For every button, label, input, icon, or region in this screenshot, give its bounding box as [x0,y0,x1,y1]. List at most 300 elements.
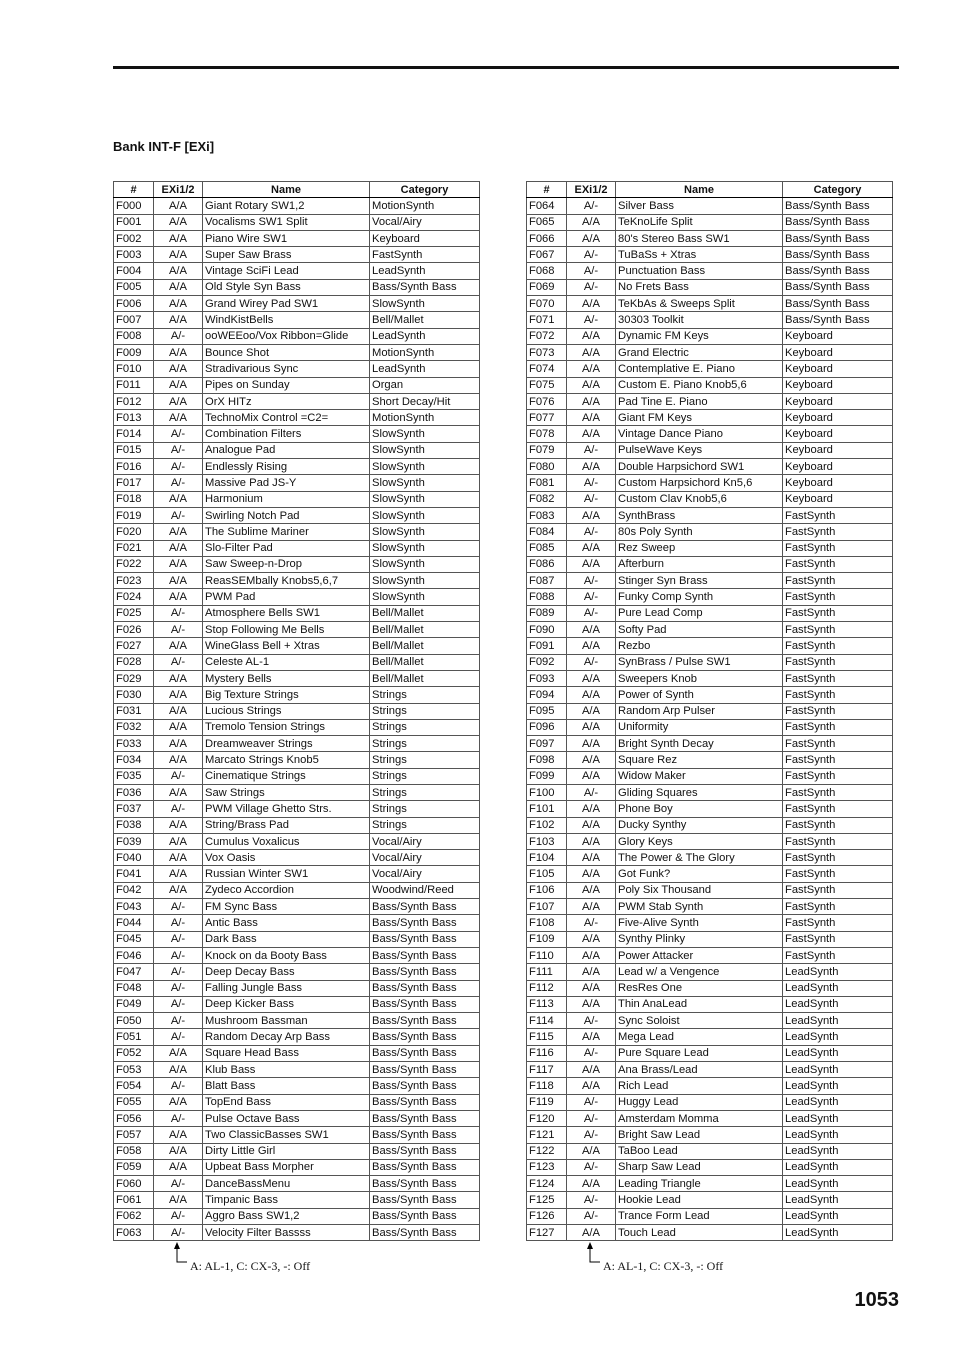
cell-category: FastSynth [783,752,893,768]
cell-exi-setting: A/A [154,1094,203,1110]
cell-exi-setting: A/A [154,850,203,866]
table-row [527,296,893,312]
cell-program-name: Square Head Bass [203,1045,370,1061]
cell-program-number: F061 [114,1192,154,1208]
cell-program-number: F010 [114,361,154,377]
table-row [527,442,893,458]
cell-program-name: Leading Triangle [616,1176,783,1192]
table-row [114,312,480,328]
cell-exi-setting: A/- [154,605,203,621]
cell-category: FastSynth [783,784,893,800]
cell-category: Bass/Synth Bass [370,1013,480,1029]
cell-exi-setting: A/- [154,426,203,442]
cell-category: SlowSynth [370,459,480,475]
table-row [114,687,480,703]
table-row [114,1078,480,1094]
cell-exi-setting: A/A [154,1045,203,1061]
cell-category: FastSynth [783,654,893,670]
cell-category: Bass/Synth Bass [370,996,480,1012]
cell-exi-setting: A/A [154,752,203,768]
cell-category: LeadSynth [783,964,893,980]
cell-category: Keyboard [783,459,893,475]
cell-exi-setting: A/- [567,915,616,931]
cell-program-number: F011 [114,377,154,393]
cell-category: FastSynth [783,882,893,898]
cell-program-name: Mystery Bells [203,670,370,686]
cell-exi-setting: A/- [567,573,616,589]
cell-program-name: Widow Maker [616,768,783,784]
cell-program-name: Gliding Squares [616,784,783,800]
table-row [114,1110,480,1126]
cell-program-name: Sync Soloist [616,1013,783,1029]
cell-program-number: F062 [114,1208,154,1224]
cell-exi-setting: A/A [154,524,203,540]
cell-category: Bass/Synth Bass [783,214,893,230]
cell-exi-setting: A/- [567,263,616,279]
cell-program-number: F058 [114,1143,154,1159]
table-row [527,214,893,230]
cell-category: FastSynth [783,866,893,882]
table-row [114,915,480,931]
table-row [114,1029,480,1045]
table-row [527,1192,893,1208]
cell-program-number: F060 [114,1176,154,1192]
program-table-left [113,181,480,1241]
table-row [114,947,480,963]
cell-program-name: Ducky Synthy [616,817,783,833]
program-table-right [526,181,893,1241]
table-row [114,719,480,735]
cell-program-number: F120 [527,1110,567,1126]
cell-exi-setting: A/A [567,622,616,638]
cell-category: LeadSynth [783,1208,893,1224]
cell-category: LeadSynth [783,1159,893,1175]
table-row [114,1176,480,1192]
cell-program-name: Giant Rotary SW1,2 [203,198,370,214]
cell-program-number: F032 [114,719,154,735]
cell-program-number: F053 [114,1062,154,1078]
cell-program-number: F057 [114,1127,154,1143]
cell-category: Strings [370,801,480,817]
cell-exi-setting: A/- [567,1094,616,1110]
table-row [114,410,480,426]
table-row [114,1045,480,1061]
arrow-up-icon [587,1242,601,1264]
cell-category: Organ [370,377,480,393]
cell-exi-setting: A/- [154,931,203,947]
cell-program-number: F098 [527,752,567,768]
cell-category: LeadSynth [783,1045,893,1061]
cell-category: Vocal/Airy [370,850,480,866]
cell-program-number: F008 [114,328,154,344]
cell-program-number: F099 [527,768,567,784]
table-row [527,931,893,947]
cell-program-name: Russian Winter SW1 [203,866,370,882]
cell-program-number: F017 [114,475,154,491]
cell-program-number: F015 [114,442,154,458]
cell-program-name: Tremolo Tension Strings [203,719,370,735]
table-header-row [114,182,480,198]
cell-exi-setting: A/- [567,1013,616,1029]
cell-exi-setting: A/- [154,980,203,996]
table-row [114,801,480,817]
cell-program-name: Hookie Lead [616,1192,783,1208]
cell-program-name: Got Funk? [616,866,783,882]
cell-category: Strings [370,736,480,752]
cell-program-number: F127 [527,1225,567,1241]
table-header-row [527,182,893,198]
cell-category: FastSynth [783,801,893,817]
table-row [527,312,893,328]
cell-program-number: F124 [527,1176,567,1192]
cell-category: Vocal/Airy [370,866,480,882]
cell-category: Bass/Synth Bass [783,296,893,312]
cell-program-number: F109 [527,931,567,947]
cell-exi-setting: A/A [567,899,616,915]
cell-exi-setting: A/- [567,1110,616,1126]
cell-program-number: F064 [527,198,567,214]
cell-exi-setting: A/A [567,459,616,475]
cell-program-name: Blatt Bass [203,1078,370,1094]
cell-exi-setting: A/- [567,312,616,328]
cell-program-number: F102 [527,817,567,833]
cell-category: FastSynth [783,573,893,589]
cell-program-number: F029 [114,670,154,686]
cell-program-name: Uniformity [616,719,783,735]
cell-program-name: Cinematique Strings [203,768,370,784]
cell-program-number: F110 [527,947,567,963]
table-row [114,524,480,540]
cell-category: LeadSynth [370,328,480,344]
table-row [114,198,480,214]
cell-program-name: Amsterdam Momma [616,1110,783,1126]
cell-category: LeadSynth [783,1062,893,1078]
cell-program-name: Deep Decay Bass [203,964,370,980]
cell-program-name: Silver Bass [616,198,783,214]
table-row [114,556,480,572]
cell-exi-setting: A/A [567,736,616,752]
cell-program-number: F052 [114,1045,154,1061]
cell-program-name: PWM Village Ghetto Strs. [203,801,370,817]
table-row [114,882,480,898]
cell-program-number: F118 [527,1078,567,1094]
cell-program-name: Analogue Pad [203,442,370,458]
table-row [114,1225,480,1241]
cell-exi-setting: A/A [567,296,616,312]
cell-exi-setting: A/A [154,719,203,735]
cell-category: Keyboard [783,361,893,377]
cell-program-number: F068 [527,263,567,279]
cell-program-number: F054 [114,1078,154,1094]
cell-exi-setting: A/A [154,736,203,752]
cell-program-name: Endlessly Rising [203,459,370,475]
cell-program-number: F059 [114,1159,154,1175]
top-rule [113,66,899,69]
table-row [527,1110,893,1126]
col-header-num: # [114,182,154,198]
col-header-exi: EXi1/2 [154,182,203,198]
cell-program-number: F014 [114,426,154,442]
cell-category: Bell/Mallet [370,670,480,686]
cell-program-number: F044 [114,915,154,931]
cell-category: Bass/Synth Bass [370,1159,480,1175]
cell-program-name: Poly Six Thousand [616,882,783,898]
cell-category: FastSynth [783,687,893,703]
cell-exi-setting: A/A [567,377,616,393]
table-row [114,654,480,670]
cell-program-name: Stinger Syn Brass [616,573,783,589]
cell-exi-setting: A/A [567,556,616,572]
cell-exi-setting: A/A [567,719,616,735]
cell-program-number: F092 [527,654,567,670]
cell-category: Keyboard [783,344,893,360]
cell-program-name: TeKnoLife Split [616,214,783,230]
cell-category: SlowSynth [370,442,480,458]
cell-program-name: WindKistBells [203,312,370,328]
cell-exi-setting: A/- [154,768,203,784]
cell-category: Strings [370,719,480,735]
cell-category: LeadSynth [370,263,480,279]
table-row [527,247,893,263]
cell-category: SlowSynth [370,296,480,312]
cell-category: FastSynth [783,833,893,849]
cell-exi-setting: A/- [567,1045,616,1061]
cell-program-number: F047 [114,964,154,980]
cell-program-number: F086 [527,556,567,572]
cell-program-number: F049 [114,996,154,1012]
cell-program-name: TeKbAs & Sweeps Split [616,296,783,312]
cell-exi-setting: A/A [154,573,203,589]
cell-program-name: Bright Synth Decay [616,736,783,752]
table-row [527,850,893,866]
table-row [114,964,480,980]
cell-exi-setting: A/A [154,1062,203,1078]
cell-program-name: Giant FM Keys [616,410,783,426]
cell-exi-setting: A/A [567,882,616,898]
cell-category: FastSynth [783,947,893,963]
cell-exi-setting: A/A [567,752,616,768]
table-row [114,491,480,507]
cell-category: LeadSynth [783,1176,893,1192]
cell-category: Bass/Synth Bass [370,1176,480,1192]
cell-program-number: F111 [527,964,567,980]
cell-category: Bass/Synth Bass [370,1062,480,1078]
cell-category: FastSynth [783,507,893,523]
cell-category: Bass/Synth Bass [370,915,480,931]
cell-program-name: Swirling Notch Pad [203,507,370,523]
cell-program-name: Rez Sweep [616,540,783,556]
table-row [114,573,480,589]
cell-exi-setting: A/- [567,247,616,263]
table-row [114,833,480,849]
cell-exi-setting: A/A [154,247,203,263]
cell-exi-setting: A/A [154,410,203,426]
cell-program-name: Vocalisms SW1 Split [203,214,370,230]
cell-program-name: Massive Pad JS-Y [203,475,370,491]
cell-program-name: The Sublime Mariner [203,524,370,540]
table-row [114,344,480,360]
cell-program-name: Dynamic FM Keys [616,328,783,344]
cell-category: LeadSynth [783,1029,893,1045]
cell-category: Bass/Synth Bass [370,1208,480,1224]
table-row [114,475,480,491]
cell-exi-setting: A/A [567,801,616,817]
cell-exi-setting: A/A [154,638,203,654]
cell-program-name: Dark Bass [203,931,370,947]
cell-category: SlowSynth [370,475,480,491]
cell-program-number: F055 [114,1094,154,1110]
cell-program-name: Random Arp Pulser [616,703,783,719]
cell-exi-setting: A/- [567,1159,616,1175]
cell-program-number: F095 [527,703,567,719]
cell-program-number: F082 [527,491,567,507]
cell-program-number: F113 [527,996,567,1012]
table-row [527,996,893,1012]
cell-program-name: Vintage Dance Piano [616,426,783,442]
cell-category: FastSynth [783,736,893,752]
cell-exi-setting: A/A [567,1225,616,1241]
cell-program-name: Stradivarious Sync [203,361,370,377]
table-row [527,899,893,915]
cell-exi-setting: A/A [567,670,616,686]
cell-category: Bass/Synth Bass [370,1094,480,1110]
table-row [527,1127,893,1143]
cell-exi-setting: A/- [567,442,616,458]
cell-program-name: Pipes on Sunday [203,377,370,393]
cell-category: Bass/Synth Bass [370,1143,480,1159]
cell-program-number: F036 [114,784,154,800]
table-row [114,296,480,312]
cell-program-name: Saw Sweep-n-Drop [203,556,370,572]
table-row [527,1143,893,1159]
cell-program-name: Zydeco Accordion [203,882,370,898]
cell-program-name: Lead w/ a Vengence [616,964,783,980]
cell-program-number: F074 [527,361,567,377]
section-title: Bank INT-F [EXi] [113,139,215,154]
cell-program-name: Five-Alive Synth [616,915,783,931]
cell-program-name: Lucious Strings [203,703,370,719]
cell-program-name: WineGlass Bell + Xtras [203,638,370,654]
col-header-name: Name [203,182,370,198]
cell-category: FastSynth [783,524,893,540]
cell-category: Bass/Synth Bass [370,1225,480,1241]
cell-program-name: Upbeat Bass Morpher [203,1159,370,1175]
cell-exi-setting: A/A [567,817,616,833]
cell-program-name: No Frets Bass [616,279,783,295]
cell-category: FastSynth [783,719,893,735]
cell-program-number: F091 [527,638,567,654]
cell-exi-setting: A/- [567,524,616,540]
cell-category: Keyboard [783,491,893,507]
cell-exi-setting: A/A [567,1062,616,1078]
table-row [527,279,893,295]
cell-category: FastSynth [783,556,893,572]
cell-program-number: F001 [114,214,154,230]
cell-program-number: F045 [114,931,154,947]
cell-program-number: F022 [114,556,154,572]
cell-program-name: Big Texture Strings [203,687,370,703]
table-row [527,1208,893,1224]
table-row [527,866,893,882]
cell-program-name: Atmosphere Bells SW1 [203,605,370,621]
cell-program-number: F063 [114,1225,154,1241]
cell-program-number: F117 [527,1062,567,1078]
cell-program-name: TopEnd Bass [203,1094,370,1110]
table-row [114,247,480,263]
cell-program-name: Grand Wirey Pad SW1 [203,296,370,312]
cell-program-number: F066 [527,230,567,246]
footnote-text: A: AL-1, C: CX-3, -: Off [603,1259,724,1273]
table-row [527,817,893,833]
cell-program-number: F073 [527,344,567,360]
cell-program-number: F067 [527,247,567,263]
cell-category: Keyboard [783,410,893,426]
table-row [114,931,480,947]
table-row [114,279,480,295]
cell-exi-setting: A/- [154,1176,203,1192]
cell-program-name: SynBrass / Pulse SW1 [616,654,783,670]
cell-exi-setting: A/- [567,1192,616,1208]
cell-exi-setting: A/A [154,312,203,328]
cell-program-number: F096 [527,719,567,735]
cell-program-number: F025 [114,605,154,621]
cell-program-number: F088 [527,589,567,605]
table-row [527,947,893,963]
cell-program-name: Vox Oasis [203,850,370,866]
cell-exi-setting: A/A [154,230,203,246]
cell-category: FastSynth [783,915,893,931]
cell-category: Bass/Synth Bass [783,312,893,328]
table-row [114,996,480,1012]
cell-program-number: F023 [114,573,154,589]
table-row [527,426,893,442]
cell-program-name: Deep Kicker Bass [203,996,370,1012]
table-row [114,703,480,719]
table-row [527,1159,893,1175]
cell-program-name: TaBoo Lead [616,1143,783,1159]
cell-program-name: The Power & The Glory [616,850,783,866]
cell-category: LeadSynth [783,980,893,996]
cell-program-number: F069 [527,279,567,295]
cell-category: Bass/Synth Bass [370,1192,480,1208]
cell-program-name: Pad Tine E. Piano [616,393,783,409]
table-row [527,768,893,784]
cell-category: Vocal/Airy [370,214,480,230]
cell-category: Bell/Mallet [370,654,480,670]
cell-exi-setting: A/- [154,459,203,475]
cell-exi-setting: A/A [154,279,203,295]
cell-program-name: Saw Strings [203,784,370,800]
cell-program-name: TuBaSs + Xtras [616,247,783,263]
table-row [114,1127,480,1143]
cell-program-name: Dreamweaver Strings [203,736,370,752]
cell-category: Keyboard [783,328,893,344]
cell-program-number: F000 [114,198,154,214]
cell-program-name: Mushroom Bassman [203,1013,370,1029]
table-row [527,1029,893,1045]
cell-exi-setting: A/A [567,328,616,344]
cell-program-number: F002 [114,230,154,246]
cell-program-number: F071 [527,312,567,328]
cell-program-number: F075 [527,377,567,393]
table-row [114,980,480,996]
cell-program-name: Softy Pad [616,622,783,638]
cell-program-name: ooWEEoo/Vox Ribbon=Glide [203,328,370,344]
cell-program-name: PulseWave Keys [616,442,783,458]
cell-exi-setting: A/- [567,491,616,507]
table-row [114,817,480,833]
table-row [114,850,480,866]
